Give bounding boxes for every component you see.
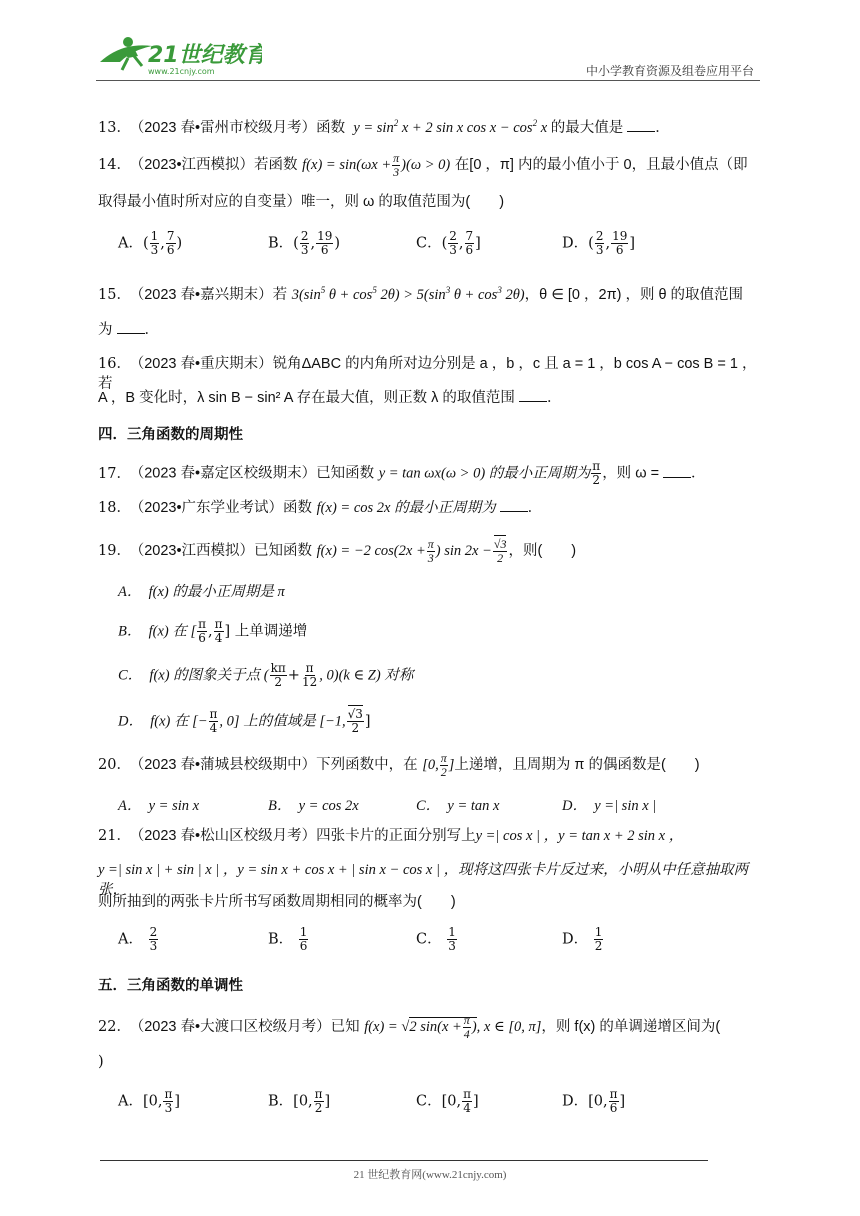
- svg-text:www.21cnjy.com: www.21cnjy.com: [148, 67, 215, 76]
- question-number: 20．: [98, 756, 131, 773]
- option-c[interactable]: C． f(x) 的图象关于点 ( $\frac{k\pi}{2}$ + $\frac{\pi}{12}$ , 0)(k ∈ Z) 对称: [118, 661, 414, 689]
- question-text: y =| cos x | ，y = tan x + 2 sin x ，: [475, 828, 684, 844]
- question-number: 19．: [98, 542, 131, 559]
- option-label: A．: [118, 1093, 143, 1110]
- question-formula: y = tan ωx(ω > 0) 的最小正周期为: [378, 465, 591, 482]
- question-source: （2023 春•嘉定区校级期末）已知函数: [136, 465, 375, 482]
- question-text: ，则 ω =: [602, 465, 660, 482]
- option-text: D． f(x) 在 [−: [118, 713, 208, 730]
- section-heading: 四．三角函数的周期性: [98, 427, 243, 443]
- question-text: 取得最小值时所对应的自变量）唯一，则 ω 的取值范围为( ): [98, 194, 505, 210]
- site-logo: [92, 32, 262, 80]
- question-text: ，则( ): [508, 542, 577, 559]
- question-number: 13．: [98, 119, 131, 136]
- question-22-line2: [98, 1052, 765, 1072]
- answer-blank[interactable]: [500, 511, 528, 512]
- question-number: 15．: [98, 286, 131, 303]
- question-15-line2: 为 ．: [98, 322, 159, 338]
- question-14: [98, 152, 765, 179]
- question-source: （2023 春•嘉兴期末）若: [136, 286, 288, 303]
- header-platform-name: 中小学教育资源及组卷应用平台: [585, 64, 754, 78]
- option-c[interactable]: C．[0, $\frac{\pi}{4}$ ]: [416, 1087, 479, 1115]
- question-text: ，则 f(x) 的单调递增区间为(: [541, 1018, 721, 1035]
- question-source: （2023•广东学业考试）函数: [136, 500, 313, 516]
- question-formula: f(x) = cos 2x 的最小正周期为: [316, 500, 496, 516]
- question-22: [98, 1014, 765, 1041]
- question-text: 在[0 ，π] 内的最小值小于 0，且最小值点（即: [454, 156, 748, 173]
- option-d[interactable]: D． f(x) 在 [− $\frac{\pi}{4}$ , 0] 上的值域是 [−1, $\frac{√3}{2}$ ]: [118, 707, 371, 735]
- question-formula: $3(\sin^5$ $\theta + \cos^5 2\theta) > 5(\sin^3$ $\theta + \cos^3 2\theta$): [291, 285, 525, 303]
- question-source: （2023•江西模拟）已知函数: [136, 542, 313, 559]
- logo-runner-icon: [92, 32, 262, 80]
- option-d[interactable]: D．[0, $\frac{\pi}{6}$ ]: [562, 1087, 626, 1115]
- question-text: 为: [98, 322, 113, 338]
- question-text: ): [98, 1054, 104, 1070]
- option-label: C．: [416, 1093, 442, 1110]
- option-a[interactable]: A．( $\frac{1}{3}$ , $\frac{7}{6}$ ): [118, 229, 183, 257]
- question-source: （2023 春•雷州市校级月考）函数: [136, 119, 346, 136]
- question-number: 17．: [98, 465, 131, 482]
- question-14-line2: [98, 192, 765, 212]
- option-d[interactable]: D． $\frac{1}{2}$: [562, 925, 603, 953]
- question-15: [98, 280, 765, 305]
- option-c[interactable]: C． y = tan x: [416, 798, 500, 814]
- option-a[interactable]: A．[0, $\frac{\pi}{3}$ ]: [118, 1087, 181, 1115]
- answer-blank[interactable]: [663, 477, 691, 478]
- question-text: A ，B 变化时，λ sin B − sin² A 存在最大值，则正数 λ 的取值范围: [98, 390, 515, 406]
- option-b[interactable]: B．( $\frac{2}{3}$ , $\frac{19}{6}$ ): [268, 229, 341, 257]
- section-heading: 五．三角函数的单调性: [98, 978, 243, 994]
- footer-text: 21 世纪教育网(www.21cnjy.com): [353, 1169, 507, 1181]
- option-label: D．: [562, 1093, 589, 1110]
- option-label: B．: [268, 931, 294, 948]
- option-a[interactable]: [118, 580, 285, 601]
- footer-divider: [100, 1160, 708, 1161]
- question-number: 16．: [98, 356, 131, 372]
- question-source: （2023 春•大渡口区校级月考）已知: [136, 1018, 360, 1035]
- question-text: 的最大值是: [550, 119, 624, 136]
- question-text: ΔABC 的内角所对边分别是 a ，b ，c 且 a = 1 ，b cos A − cos B = 1 ，若: [98, 356, 757, 392]
- option-label: D．: [562, 931, 589, 948]
- option-text: A． f(x) 的最小正周期是 π: [118, 584, 285, 600]
- question-formula: $y = \sin^2 x + 2$ sin x $\cos x - \cos^2 x$: [349, 118, 551, 136]
- question-text: y =| sin x | + sin | x | ，y = sin x + cos x + | sin x − cos x | ，现将这四张卡片反过来，小明从中任意抽取两张，: [98, 862, 749, 898]
- question-21: [98, 826, 765, 846]
- question-number: 22．: [98, 1018, 131, 1035]
- question-formula: f(x) = sin(ωx + $\frac{\pi}{3}$ )(ω > 0): [302, 151, 451, 179]
- answer-blank[interactable]: [117, 333, 145, 334]
- question-formula: f(x) = √2 sin(x + $\frac{\pi}{4}$ ), x ∈ [0, π]: [364, 1013, 542, 1041]
- question-source: （2023 春•蒲城县校级期中）下列函数中，在: [136, 756, 418, 773]
- option-label: A．: [118, 931, 143, 948]
- option-text: C． f(x) 的图象关于点 (: [118, 667, 269, 684]
- option-label: A．: [118, 235, 143, 252]
- option-b[interactable]: B． y = cos 2x: [268, 798, 359, 814]
- question-source: （2023 春•松山区校级月考）四张卡片的正面分别写上: [136, 828, 476, 844]
- question-21-line3: [98, 892, 765, 912]
- option-a[interactable]: A． $\frac{2}{3}$: [118, 925, 158, 953]
- option-label: B．: [268, 235, 294, 252]
- question-formula: f(x) = −2 cos(2x + $\frac{\pi}{3}$ ) sin 2x − $\frac{√3}{2}$: [316, 537, 507, 565]
- option-b[interactable]: B．[0, $\frac{\pi}{2}$ ]: [268, 1087, 331, 1115]
- option-label: C．: [416, 931, 442, 948]
- option-c[interactable]: C．( $\frac{2}{3}$ , $\frac{7}{6}$ ]: [416, 229, 481, 257]
- option-text: ] 上单调递增: [224, 623, 308, 640]
- option-label: D．: [562, 235, 589, 252]
- question-17: 17． （2023 春•嘉定区校级期末）已知函数 y = tan ωx(ω > 0) 的最小正周期为 $\frac{\pi}{2}$ ，则 ω = ．: [98, 459, 706, 487]
- option-label: B．: [268, 1093, 294, 1110]
- answer-blank[interactable]: [627, 131, 655, 132]
- option-d[interactable]: D． y =| sin x |: [562, 798, 657, 814]
- question-13: 13． （2023 春•雷州市校级月考）函数 $y = \sin^2 x + 2$ sin x $\cos x - \cos^2 x$ 的最大值是 ．: [98, 118, 670, 136]
- option-text: B． f(x) 在 [: [118, 623, 197, 640]
- option-c[interactable]: C． $\frac{1}{3}$: [416, 925, 456, 953]
- question-number: 21．: [98, 828, 131, 844]
- option-text: , 0)(k ∈ Z) 对称: [319, 667, 414, 684]
- question-16-line2: A ，B 变化时，λ sin B − sin² A 存在最大值，则正数 λ 的取值范围 ．: [98, 390, 562, 406]
- option-text: , 0] 上的值域是 [−1,: [219, 713, 346, 730]
- question-text: 上递增，且周期为 π 的偶函数是( ): [454, 756, 700, 773]
- option-b[interactable]: B． $\frac{1}{6}$: [268, 925, 308, 953]
- option-text: ]: [364, 713, 371, 730]
- question-number: 14．: [98, 156, 131, 173]
- question-source: （2023•江西模拟）若函数: [136, 156, 298, 173]
- answer-blank[interactable]: [519, 401, 547, 402]
- svg-text:21世纪教育: 21世纪教育: [148, 43, 262, 68]
- header-divider: [96, 80, 760, 81]
- question-text: ，θ ∈ [0 ，2π) ，则 θ 的取值范围: [524, 286, 744, 303]
- option-d[interactable]: D．( $\frac{2}{3}$ , $\frac{19}{6}$ ]: [562, 229, 636, 257]
- question-text: 则所抽到的两张卡片所书写函数周期相同的概率为( ): [98, 894, 456, 910]
- option-label: C．: [416, 235, 442, 252]
- option-a[interactable]: A． y = sin x: [118, 798, 200, 814]
- option-b[interactable]: B． f(x) 在 [ $\frac{\pi}{6}$ , $\frac{\pi}{4}$ ] 上单调递增: [118, 617, 308, 645]
- question-18: 18． （2023•广东学业考试）函数 f(x) = cos 2x 的最小正周期为 ．: [98, 500, 543, 516]
- question-source: （2023 春•重庆期末）锐角: [136, 356, 302, 372]
- question-number: 18．: [98, 500, 131, 516]
- question-20: 20． （2023 春•蒲城县校级期中）下列函数中，在 [0, $\frac{\pi}{2}$ ]上递增，且周期为 π 的偶函数是( ): [98, 751, 700, 779]
- question-19: [98, 538, 765, 565]
